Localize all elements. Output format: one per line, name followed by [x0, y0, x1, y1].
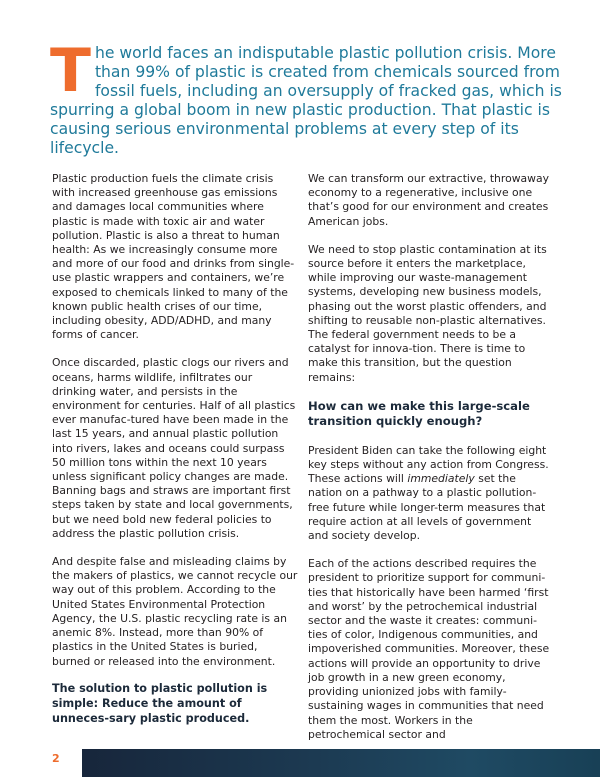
left-column — [52, 172, 298, 726]
intro-text: he world faces an indisputable plastic pollution crisis. More than 99% of plastic is created from chemicals sourced from fossil fuels, including an oversupply of fracked gas, which is spurring a global boom in new plastic production. That plastic is causing serious environmental problems at every step of its lifecycle. — [50, 44, 562, 157]
right-column — [308, 172, 550, 756]
intro-paragraph — [50, 36, 570, 158]
body-paragraph: And despite false and misleading claims by the makers of plastics, we cannot recycle our way out of this problem. According to the United States Environmental Protection Agency, the U.S. plastic recycling rate is an anemic 8%. Instead, more than 90% of plastics in the United States is buried, burned or released into the environment. — [52, 555, 298, 668]
emphasis-text: immediately — [407, 472, 475, 486]
body-paragraph: Each of the actions described requires the president to prioritize support for communi-ties that historically have been harmed ‘first and worst’ by the petrochemical industrial sector and the waste it creates: communi-ties of color, Indigenous communities, and impoverished communities. Moreover, these actions will provide an opportunity to drive job growth in a new green economy, providing unionized jobs with family-sustaining wages in communities that need them the most. Workers in the petrochemical sector and — [308, 557, 550, 741]
body-paragraph: Once discarded, plastic clogs our rivers and oceans, harms wildlife, infiltrates our drinking water, and persists in the environment for centuries. Half of all plastics ever manufac-tured have been made in the last 15 years, and annual plastic pollution into rivers, lakes and oceans could surpass 50 million tons within the next 10 years unless significant policy changes are made. Banning bags and straws are important first steps taken by state and local governments, but we need bold new federal policies to address the plastic pollution crisis. — [52, 356, 296, 540]
footer-bar — [82, 749, 600, 777]
text-run: President Biden can take the following eight key steps without any action from Congress. These actions will — [308, 443, 549, 486]
solution-callout: The solution to plastic pollution is simple: Reduce the amount of unneces-sary plastic produced. — [52, 681, 268, 725]
body-paragraph: We need to stop plastic contamination at its source before it enters the marketplace, while improving our waste-management systems, developing new business models, phasing out the worst plastic offenders, and shifting to reusable non-plastic alternatives. The federal government needs to be a catalyst for innova-tion. There is time to make this transition, but the question remains: — [308, 242, 547, 384]
page-number: 2 — [52, 752, 60, 765]
drop-cap: T — [50, 36, 91, 106]
text-run: set the nation on a pathway to a plastic pollution-free future while longer-term measures that require action at all levels of government and society develop. — [308, 472, 546, 543]
body-paragraph: We can transform our extractive, throwaway economy to a regenerative, inclusive one that’s good for our environment and creates American jobs. — [308, 172, 549, 228]
body-paragraph: Plastic production fuels the climate crisis with increased greenhouse gas emissions and damages local communities where plastic is made with toxic air and water pollution. Plastic is also a threat to human health: As we increasingly consume more and more of our food and drinks from single-use plastic wrappers and containers, we’re exposed to chemicals linked to many of the known public health crises of our time, including obesity, ADD/ADHD, and many forms of cancer. — [52, 172, 295, 342]
section-subheading: How can we make this large-scale transition quickly enough? — [308, 398, 530, 429]
body-paragraph — [308, 444, 550, 543]
